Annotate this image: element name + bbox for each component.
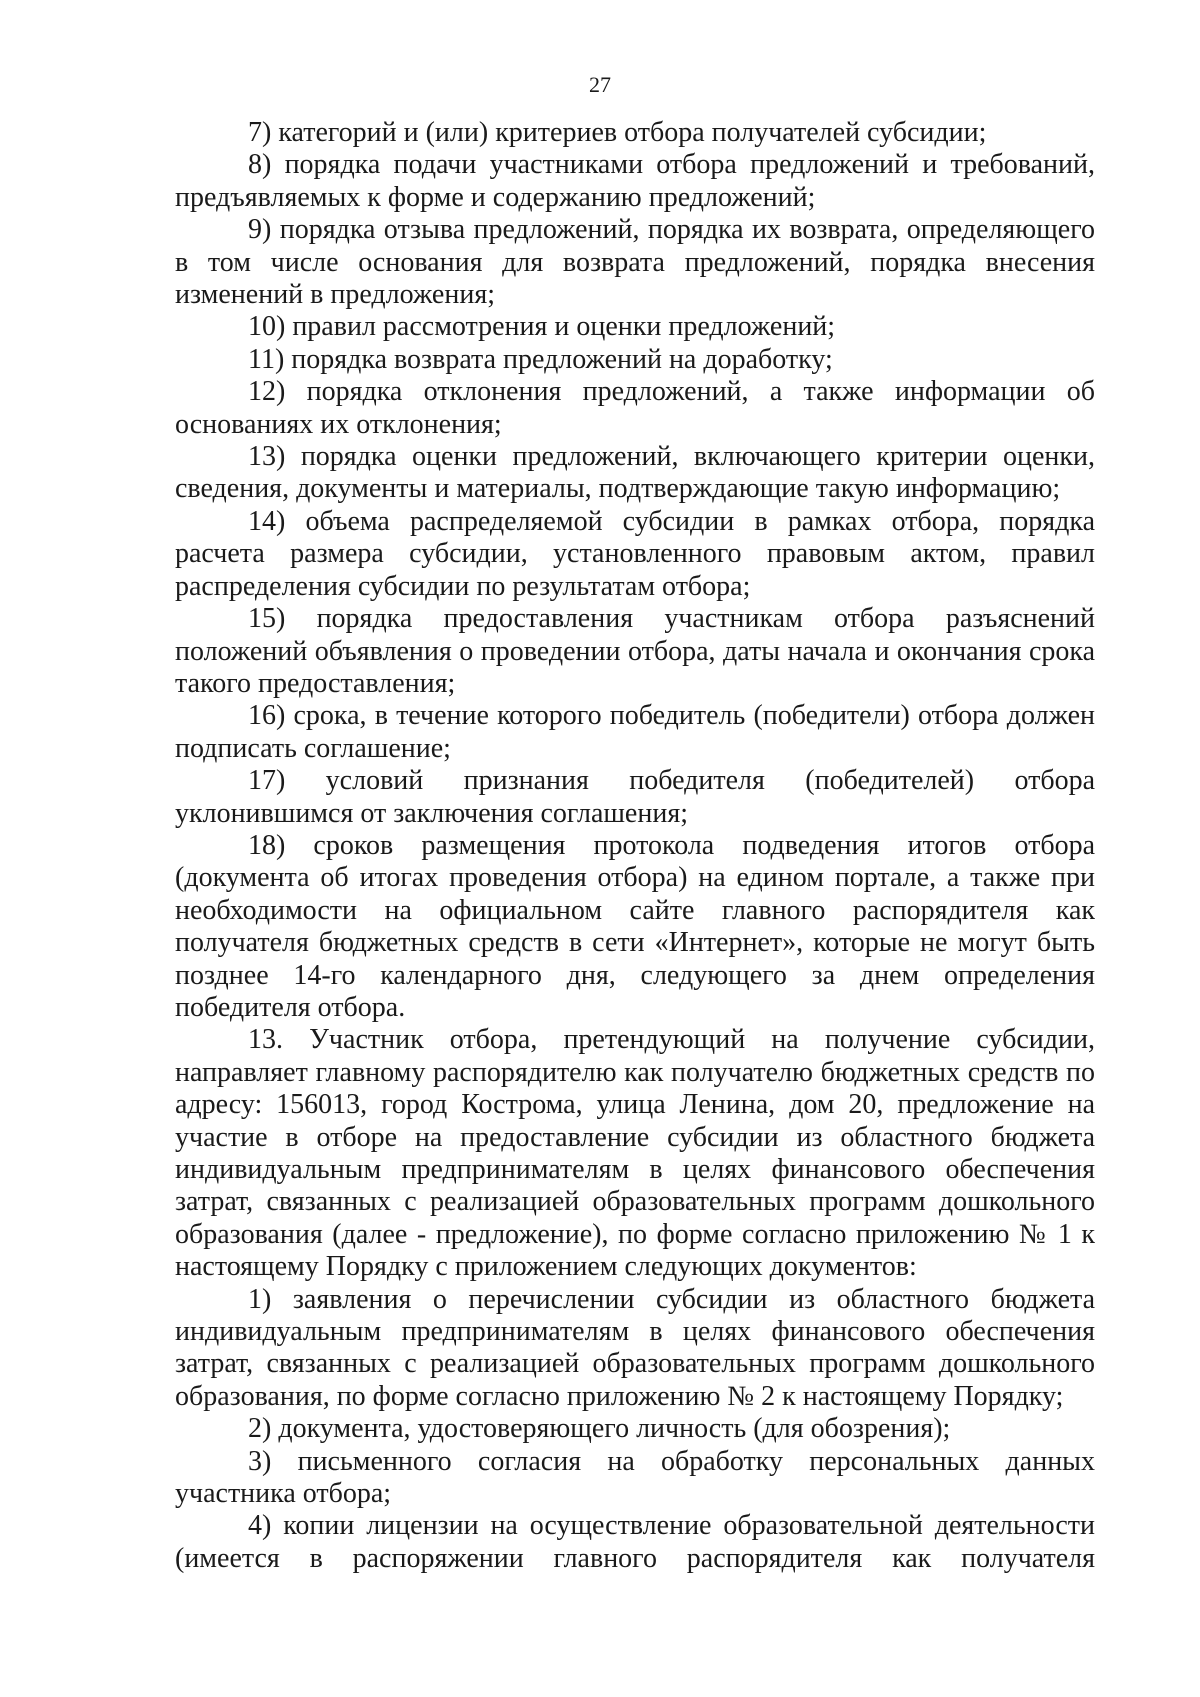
- paragraph-item-11: 11) порядка возврата предложений на доработку;: [248, 343, 833, 375]
- paragraph-item-7: 7) категорий и (или) критериев отбора получателей субсидии;: [248, 117, 987, 148]
- paragraph-item-18: 18) сроков размещения протокола подведения итогов отбора (документа об итогах проведения отбора) на едином портале, а также при необходимости на официальном сайте главного распорядителя как получателя бюджетных средств в сети «Интернет», которые не могут быть позднее 14-го календарного дня, следующего за днем определения победителя отбора.: [175, 829, 1095, 1023]
- page-number: 27: [589, 72, 611, 97]
- paragraph-item-14: 14) объема распределяемой субсидии в рамках отбора, порядка расчета размера субсидии, установленного правовым актом, правил распределения субсидии по результатам отбора;: [175, 505, 1095, 602]
- paragraph-item-12: 12) порядка отклонения предложений, а также информации об основаниях их отклонения;: [175, 376, 1095, 440]
- paragraph-item-13: 13) порядка оценки предложений, включающего критерии оценки, сведения, документы и материалы, подтверждающие такую информацию;: [175, 441, 1095, 505]
- paragraph-item-8: 8) порядка подачи участниками отбора предложений и требований, предъявляемых к форме и содержанию предложений;: [175, 149, 1095, 213]
- paragraph-section-13: 13. Участник отбора, претендующий на получение субсидии, направляет главному распорядителю как получателю бюджетных средств по адресу: 156013, город Кострома, улица Ленина, дом 20, предложение на участие в отборе на предоставление субсидии из областного бюджета индивидуальным предпринимателям в целях финансового обеспечения затрат, связанных с реализацией образовательных программ дошкольного образования (далее - предложение), по форме согласно приложению № 1 к настоящему Порядку с приложением следующих документов:: [175, 1024, 1095, 1283]
- paragraph-item-10: 10) правил рассмотрения и оценки предложений;: [248, 311, 836, 343]
- paragraph-doc-2: 2) документа, удостоверяющего личность (для обозрения);: [248, 1413, 951, 1445]
- paragraph-item-9: 9) порядка отзыва предложений, порядка их возврата, определяющего в том числе основания для возврата предложений, порядка внесения изменений в предложения;: [175, 214, 1095, 311]
- paragraph-item-17: 17) условий признания победителя (победителей) отбора уклонившимся от заключения соглашения;: [175, 765, 1095, 829]
- paragraph-item-16: 16) срока, в течение которого победитель (победители) отбора должен подписать соглашение;: [175, 700, 1095, 764]
- document-body: [175, 117, 1095, 1575]
- paragraph-item-15: 15) порядка предоставления участникам отбора разъяснений положений объявления о проведении отбора, даты начала и окончания срока такого предоставления;: [175, 603, 1095, 699]
- paragraph-doc-4: 4) копии лицензии на осуществление образовательной деятельности (имеется в распоряжении главного распорядителя как получателя: [175, 1510, 1095, 1574]
- paragraph-doc-1: 1) заявления о перечислении субсидии из областного бюджета индивидуальным предпринимателям в целях финансового обеспечения затрат, связанных с реализацией образовательных программ дошкольного образования, по форме согласно приложению № 2 к настоящему Порядку;: [175, 1283, 1095, 1412]
- paragraph-doc-3: 3) письменного согласия на обработку персональных данных участника отбора;: [175, 1445, 1095, 1510]
